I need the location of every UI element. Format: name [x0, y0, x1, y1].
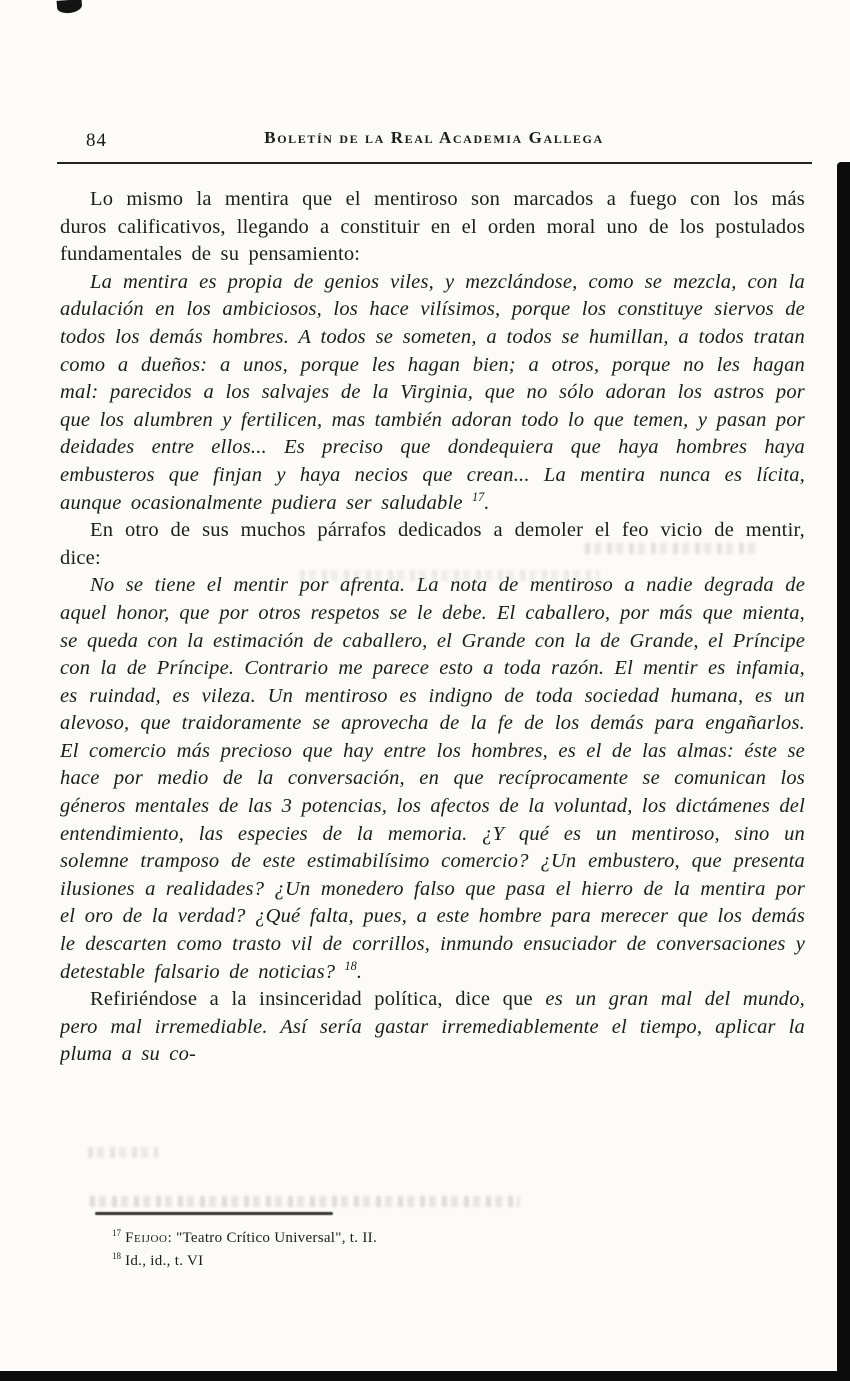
- scan-edge-bottom: [0, 1371, 850, 1381]
- journal-title: Boletín de la Real Academia Gallega: [264, 128, 604, 147]
- footnote-text: : "Teatro Crítico Universal", t. II.: [167, 1230, 378, 1246]
- header-rule: [57, 162, 812, 164]
- paragraph-final: [60, 986, 805, 1069]
- paragraph-otro: En otro de sus muchos párrafos dedicados a demoler el feo vicio de mentir, dice:: [60, 519, 805, 569]
- footnote-number: 17: [112, 1228, 121, 1238]
- footnotes: [112, 1227, 377, 1273]
- quote-text: La mentira es propia de genios viles, y mezclándose, como se mezcla, con la adulación en los ambiciosos, los hace vilísimos, porque los constituye siervos de todos los demás hombres. A todos se someten, a todos se humillan, a todos tratan como a dueños: a unos, porque les hagan bien; a otros, porque no les hagan mal: parecidos a los salvajes de la Virginia, que no sólo adoran los astros por que los alumbren y fertilicen, mas también adoran todo lo que temen, y pasan por deidades entre ellos... Es preciso que dondequiera que haya hombres haya embusteros que finjan y haya necios que crean... La mentira nunca es lícita, aunque ocasionalmente pudiera ser saludable: [60, 270, 805, 514]
- page-number: 84: [86, 130, 107, 151]
- footnote-17: [112, 1227, 377, 1250]
- page-header: [60, 128, 808, 154]
- quote-la-mentira: [60, 269, 805, 517]
- footnote-number: 18: [112, 1251, 121, 1261]
- paragraph-intro: Lo mismo la mentira que el mentiroso son marcados a fuego con los más duros calificativos, llegando a constituir en el orden moral uno de los postulados fundamentales de su pensamiento:: [60, 188, 805, 266]
- ink-bleedthrough: [90, 1196, 520, 1207]
- quote-period: .: [356, 960, 363, 983]
- quote-text: No se tiene el mentir por afrenta. La nota de mentiroso a nadie degrada de aquel honor, que por otros respetos se le debe. El caballero, por más que mienta, se queda con la estimación de caballero, el Grande con la de Grande, el Príncipe con la de Príncipe. Contrario me parece esto a toda razón. El mentir es infamia, es ruindad, es vileza. Un mentiroso es indigno de toda sociedad humana, es un alevoso, que traidoramente se aprovecha de la fe de los demás para engañarlos. El comercio más precioso que hay entre los hombres, es el de las almas: éste se hace por medio de la conversación, en que recíprocamente se comunican los géneros mentales de las 3 potencias, los afectos de la voluntad, los dictámenes del entendimiento, las especies de la memoria. ¿Y qué es un mentiroso, sino un solemne tramposo de este estimabilísimo comercio? ¿Un embustero, que presenta ilusiones a realidades? ¿Un monedero falso que pasa el hierro de la mentira por el oro de la verdad? ¿Qué falta, pues, a este hombre para merecer que los demás le descarten como trasto vil de corrillos, inmundo ensuciador de conversaciones y detestable falsario de noticias?: [60, 574, 805, 983]
- footnote-ref-17: 17: [472, 489, 485, 504]
- paragraph-final-italic: es un gran mal del mundo, pero mal irremediable. Así sería gastar irremediablemente el tiempo, aplicar la pluma a su co-: [60, 988, 805, 1066]
- footnote-author: Feijoo: [125, 1230, 168, 1246]
- footnote-ref-18: 18: [344, 958, 357, 973]
- ink-bleedthrough: [88, 1147, 158, 1158]
- quote-no-se-tiene: [60, 572, 805, 986]
- ink-bleedthrough: [300, 570, 600, 581]
- page-body-text: [60, 186, 805, 1069]
- quote-period: .: [484, 491, 490, 514]
- footnote-18: [112, 1250, 377, 1273]
- ink-bleedthrough: [585, 543, 755, 554]
- scan-edge-right: [837, 162, 850, 1381]
- ink-smudge: [57, 0, 83, 14]
- paragraph-final-roman: Refiriéndose a la insinceridad política, dice que: [90, 988, 533, 1011]
- footnote-text: Id., id., t. VI: [125, 1253, 204, 1269]
- footnote-separator-rule: [95, 1212, 333, 1215]
